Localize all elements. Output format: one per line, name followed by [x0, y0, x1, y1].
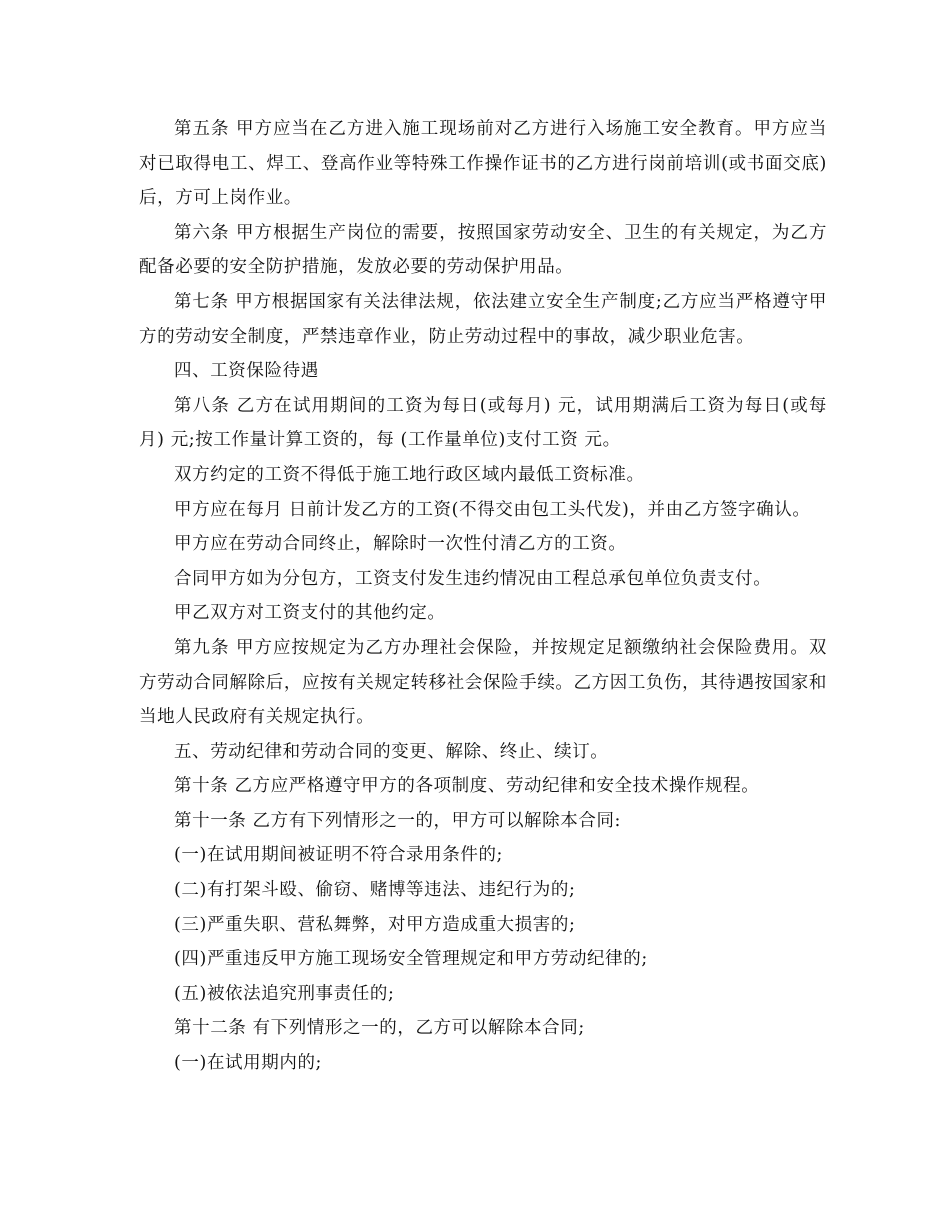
paragraph-article-8: 第八条 乙方在试用期间的工资为每日(或每月) 元，试用期满后工资为每日(或每月) 元;按工作量计算工资的，每 (工作量单位)支付工资 元。 [139, 395, 827, 451]
section-heading-wages: 四、工资保险待遇 [174, 361, 319, 382]
list-item-11-4: (四)严重违反甲方施工现场安全管理规定和甲方劳动纪律的; [174, 949, 648, 970]
paragraph-monthly-pay: 甲方应在每月 日前计发乙方的工资(不得交由包工头代发)，并由乙方签字确认。 [174, 499, 811, 520]
paragraph-article-9: 第九条 甲方应按规定为乙方办理社会保险，并按规定足额缴纳社会保险费用。双方劳动合同解除后，应按有关规定转移社会保险手续。乙方因工负伤，其待遇按国家和当地人民政府有关规定执行。 [139, 637, 827, 728]
list-item-12-1: (一)在试用期内的; [174, 1053, 323, 1074]
document-body [139, 112, 827, 1081]
list-item-11-2: (二)有打架斗殴、偷窃、赌博等违法、违纪行为的; [174, 880, 576, 901]
paragraph-article-11: 第十一条 乙方有下列情形之一的，甲方可以解除本合同: [174, 810, 622, 831]
paragraph-article-6: 第六条 甲方根据生产岗位的需要，按照国家劳动安全、卫生的有关规定，为乙方配备必要的安全防护措施，发放必要的劳动保护用品。 [139, 222, 827, 278]
paragraph-article-12: 第十二条 有下列情形之一的，乙方可以解除本合同; [174, 1018, 585, 1039]
paragraph-final-pay: 甲方应在劳动合同终止，解除时一次性付清乙方的工资。 [174, 534, 627, 555]
paragraph-other-agreements: 甲乙双方对工资支付的其他约定。 [174, 603, 446, 624]
section-heading-discipline: 五、劳动纪律和劳动合同的变更、解除、终止、续订。 [174, 741, 609, 762]
paragraph-article-5: 第五条 甲方应当在乙方进入施工现场前对乙方进行入场施工安全教育。甲方应当对已取得电工、焊工、登高作业等特殊工作操作证书的乙方进行岗前培训(或书面交底)后，方可上岗作业。 [139, 119, 827, 209]
list-item-11-5: (五)被依法追究刑事责任的; [174, 983, 395, 1004]
paragraph-min-wage: 双方约定的工资不得低于施工地行政区域内最低工资标准。 [174, 464, 645, 485]
list-item-11-1: (一)在试用期间被证明不符合录用条件的; [174, 845, 504, 866]
paragraph-subcontractor: 合同甲方如为分包方，工资支付发生违约情况由工程总承包单位负责支付。 [174, 568, 772, 589]
paragraph-article-10: 第十条 乙方应严格遵守甲方的各项制度、劳动纪律和安全技术操作规程。 [174, 776, 760, 797]
paragraph-article-7: 第七条 甲方根据国家有关法律法规，依法建立安全生产制度;乙方应当严格遵守甲方的劳动安全制度，严禁违章作业，防止劳动过程中的事故，减少职业危害。 [139, 291, 827, 347]
list-item-11-3: (三)严重失职、营私舞弊，对甲方造成重大损害的; [174, 914, 576, 935]
